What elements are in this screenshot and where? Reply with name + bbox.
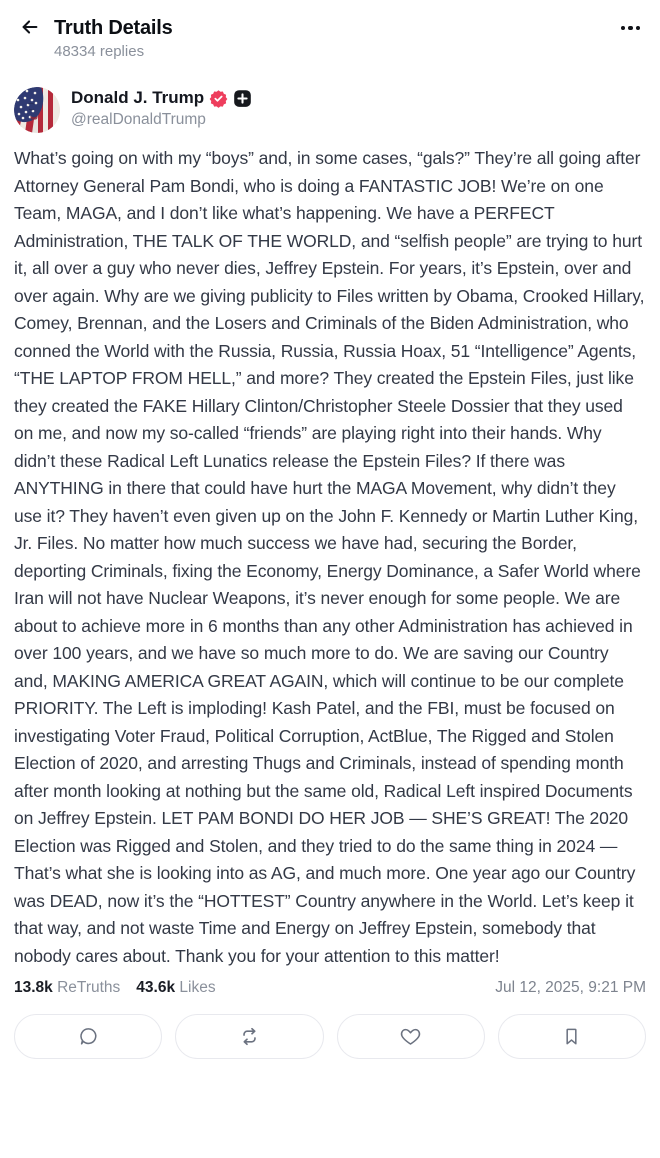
heart-icon <box>399 1025 422 1048</box>
like-button[interactable] <box>337 1014 485 1059</box>
verified-badge-icon <box>209 89 228 108</box>
likes-stat[interactable] <box>136 979 215 997</box>
truth-plus-badge-icon <box>233 89 252 108</box>
timestamp: Jul 12, 2025, 9:21 PM <box>495 979 646 996</box>
author-name[interactable]: Donald J. Trump <box>71 88 205 107</box>
author-handle[interactable]: @realDonaldTrump <box>71 111 206 128</box>
back-button[interactable] <box>18 16 42 40</box>
header <box>0 0 660 60</box>
retruths-stat[interactable] <box>14 979 120 997</box>
more-options-button[interactable] <box>619 20 643 37</box>
retruth-button[interactable] <box>175 1014 323 1059</box>
page-title: Truth Details <box>54 16 173 39</box>
author-row <box>0 87 660 133</box>
action-bar <box>0 1014 660 1059</box>
bookmark-button[interactable] <box>498 1014 646 1059</box>
speech-bubble-icon <box>77 1025 100 1048</box>
likes-label: Likes <box>179 979 216 996</box>
bookmark-icon <box>560 1025 583 1048</box>
stats-row <box>0 979 660 997</box>
repost-arrows-icon <box>238 1025 261 1048</box>
retruths-label: ReTruths <box>57 979 121 996</box>
left-arrow-icon <box>19 16 41 41</box>
post-body-text: What’s going on with my “boys” and, in some cases, “gals?” They’re all going after Attorney General Pam Bondi, who is doing a FANTASTIC JOB! We’re on one Team, MAGA, and I don’t like what’s happening. We have a PERFECT Administration, THE TALK OF THE WORLD, and “selfish people” are trying to hurt it, all over a guy who never dies, Jeffrey Epstein. For years, it’s Epstein, over and over again. Why are we giving publicity to Files written by Obama, Crooked Hillary, Comey, Brennan, and the Losers and Criminals of the Biden Administration, who conned the World with the Russia, Russia, Russia Hoax, 51 “Intelligence” Agents, “THE LAPTOP FROM HELL,” and more? They created the Epstein Files, just like they created the FAKE Hillary Clinton/Christopher Steele Dossier that they used on me, and now my so-called “friends” are playing right into their hands. Why didn’t these Radical Left Lunatics release the Epstein Files? If there was ANYTHING in there that could have hurt the MAGA Movement, why didn’t they use it? They haven’t even given up on the John F. Kennedy or Martin Luther King, Jr. Files. No matter how much success we have had, securing the Border, deporting Criminals, fixing the Economy, Energy Dominance, a Safer World where Iran will not have Nuclear Weapons, it’s never enough for some people. We are about to achieve more in 6 months than any other Administration has achieved in over 100 years, and we have so much more to do. We are saving our Country and, MAKING AMERICA GREAT AGAIN, which will continue to be our complete PRIORITY. The Left is imploding! Kash Patel, and the FBI, must be focused on investigating Voter Fraud, Political Corruption, ActBlue, The Rigged and Stolen Election of 2020, and arresting Thugs and Criminals, instead of spending month after month looking at nothing but the same old, Radical Left inspired Documents on Jeffrey Epstein. LET PAM BONDI DO HER JOB — SHE’S GREAT! The 2020 Election was Rigged and Stolen, and they tried to do the same thing in 2024 — That’s what she is looking into as AG, and much more. One year ago our Country was DEAD, now it’s the “HOTTEST” Country anywhere in the World. Let’s keep it that way, and not waste Time and Energy on Jeffrey Epstein, somebody that nobody cares about. Thank you for your attention to this matter! <box>14 148 650 966</box>
retruths-count: 13.8k <box>14 979 53 996</box>
horizontal-ellipsis-icon <box>621 26 641 31</box>
reply-button[interactable] <box>14 1014 162 1059</box>
american-flag-face-icon <box>14 120 60 133</box>
replies-count: 48334 replies <box>54 43 145 60</box>
likes-count: 43.6k <box>136 979 176 996</box>
avatar[interactable] <box>14 87 60 133</box>
